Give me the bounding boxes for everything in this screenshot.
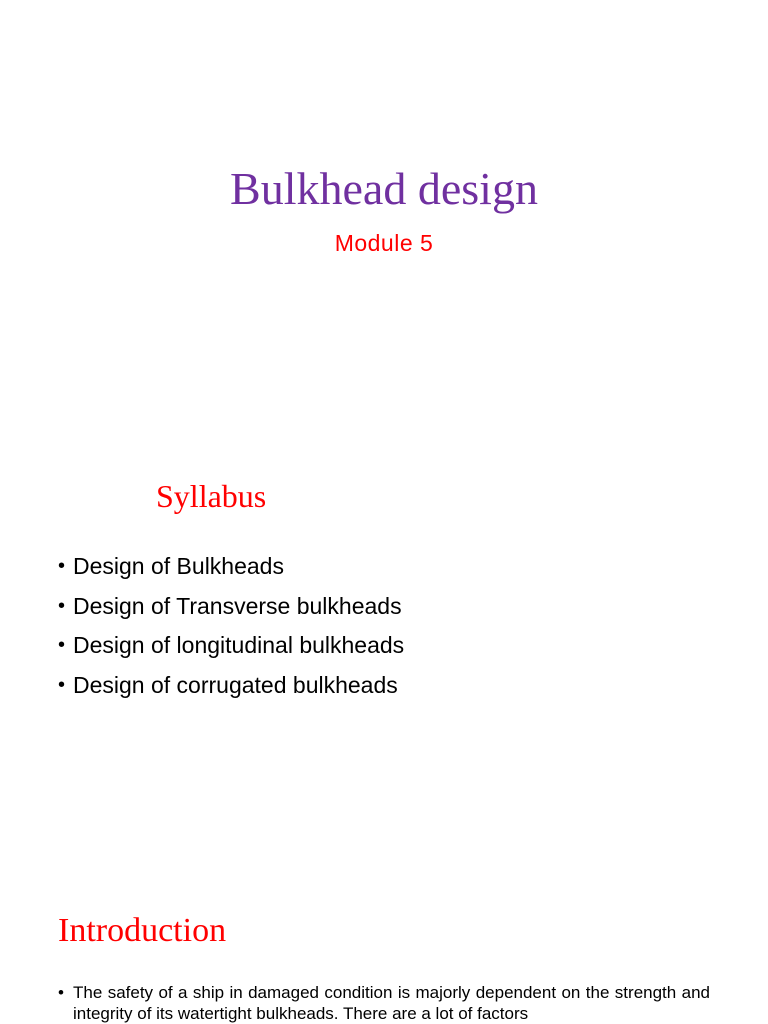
bullet-icon: • — [58, 555, 66, 577]
list-item-text: Design of corrugated bulkheads — [73, 671, 398, 698]
bullet-icon: • — [58, 634, 66, 656]
list-item — [58, 550, 404, 590]
title-slide — [0, 0, 768, 432]
introduction-paragraph: The safety of a ship in damaged condition is majorly dependent on the strength and integrity of its watertight bulkheads. There are a lot of factors — [73, 983, 710, 1023]
introduction-slide — [0, 864, 768, 1024]
list-item-text: Design of Bulkheads — [73, 553, 284, 579]
list-item — [58, 590, 404, 630]
bullet-icon: • — [58, 673, 66, 696]
list-item-text: Design of longitudinal bulkheads — [73, 632, 405, 658]
list-item — [58, 669, 404, 709]
bullet-icon: • — [58, 983, 64, 1002]
introduction-heading: Introduction — [58, 912, 227, 949]
list-item — [58, 629, 404, 669]
list-item — [58, 982, 710, 1024]
slide-title: Bulkhead design — [230, 163, 538, 214]
syllabus-heading: Syllabus — [156, 478, 267, 514]
syllabus-slide — [0, 432, 768, 864]
introduction-list — [58, 982, 710, 1024]
list-item-text: Design of Transverse bulkheads — [73, 592, 402, 619]
bullet-icon: • — [58, 594, 66, 617]
slide-subtitle: Module 5 — [334, 230, 434, 256]
syllabus-list — [58, 550, 404, 708]
